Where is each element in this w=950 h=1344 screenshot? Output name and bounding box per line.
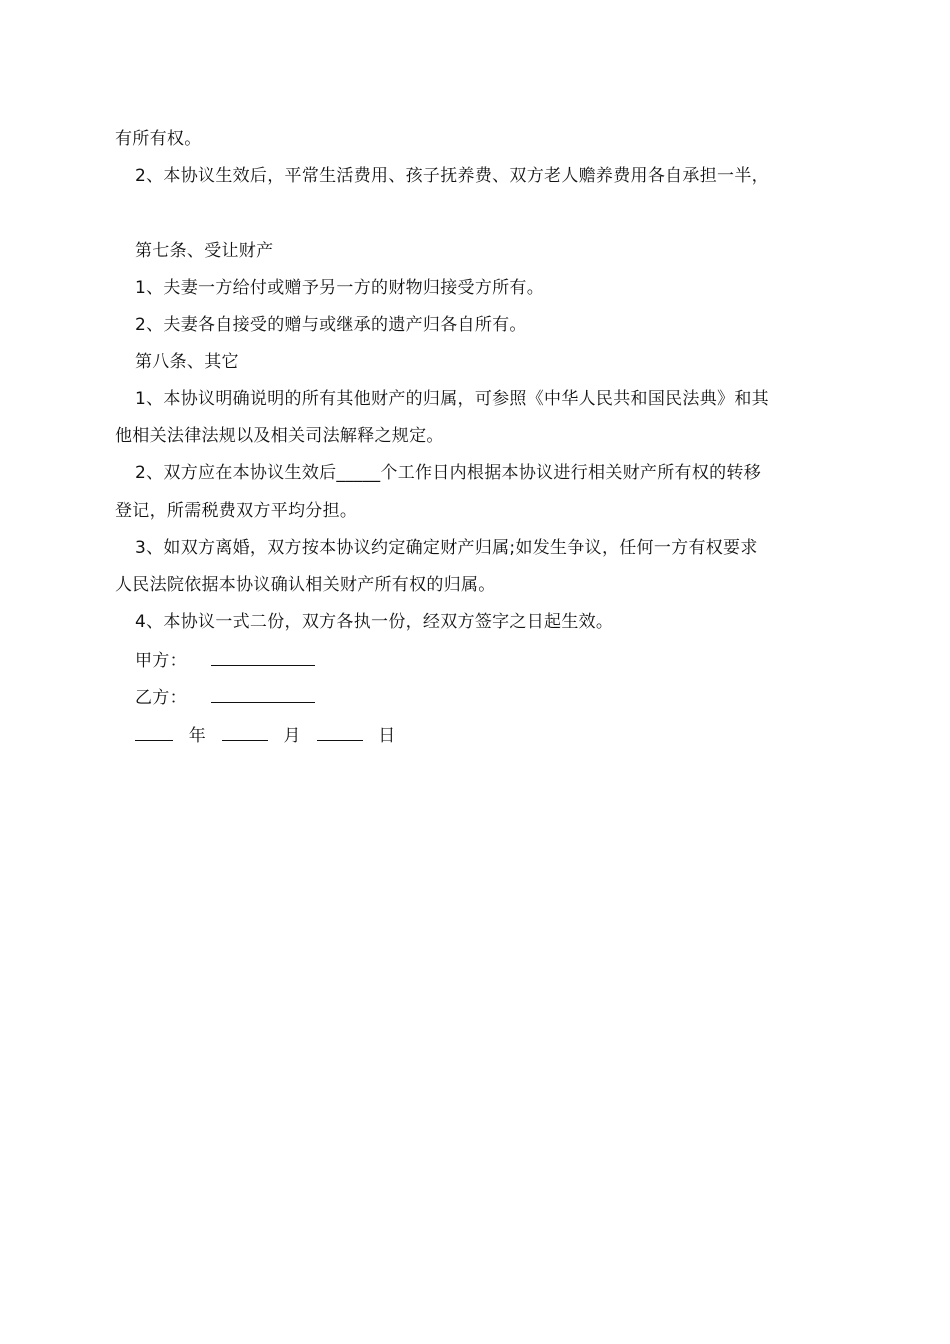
paragraph-line: 4、本协议一式二份，双方各执一份，经双方签字之日起生效。 <box>135 612 614 632</box>
section-heading: 第八条、其它 <box>135 352 239 372</box>
paragraph-line: 1、本协议明确说明的所有其他财产的归属，可参照《中华人民共和国民法典》和其 <box>135 389 769 409</box>
party-a-signature-blank[interactable] <box>211 649 315 666</box>
paragraph-line: 有所有权。 <box>115 129 202 149</box>
month-label: 月 <box>283 726 301 746</box>
paragraph-line: 3、如双方离婚，双方按本协议约定确定财产归属;如发生争议，任何一方有权要求 <box>135 538 758 558</box>
year-label: 年 <box>188 726 207 746</box>
paragraph-line: 2、夫妻各自接受的赠与或继承的遗产归各自所有。 <box>135 315 527 335</box>
party-a-signature <box>135 649 840 672</box>
day-label: 日 <box>378 726 396 746</box>
paragraph-line: 2、本协议生效后，平常生活费用、孩子抚养费、双方老人赡养费用各自承担一半， <box>135 166 769 186</box>
paragraph-line: 2、双方应在本协议生效后_____个工作日内根据本协议进行相关财产所有权的转移 <box>135 463 762 483</box>
section-heading: 第七条、受让财产 <box>135 241 274 261</box>
party-b-label: 乙方： <box>135 688 187 708</box>
party-b-signature <box>135 686 840 709</box>
paragraph-line: 登记，所需税费双方平均分担。 <box>115 501 358 521</box>
paragraph-line: 1、夫妻一方给付或赠予另一方的财物归接受方所有。 <box>135 278 545 298</box>
paragraph-line: 人民法院依据本协议确认相关财产所有权的归属。 <box>115 575 496 595</box>
month-blank[interactable] <box>222 724 268 741</box>
date-line <box>135 724 840 747</box>
party-b-signature-blank[interactable] <box>211 686 315 703</box>
party-a-label: 甲方： <box>135 651 187 671</box>
day-blank[interactable] <box>317 724 363 741</box>
year-blank[interactable] <box>135 724 173 741</box>
paragraph-line: 他相关法律法规以及相关司法解释之规定。 <box>115 426 444 446</box>
